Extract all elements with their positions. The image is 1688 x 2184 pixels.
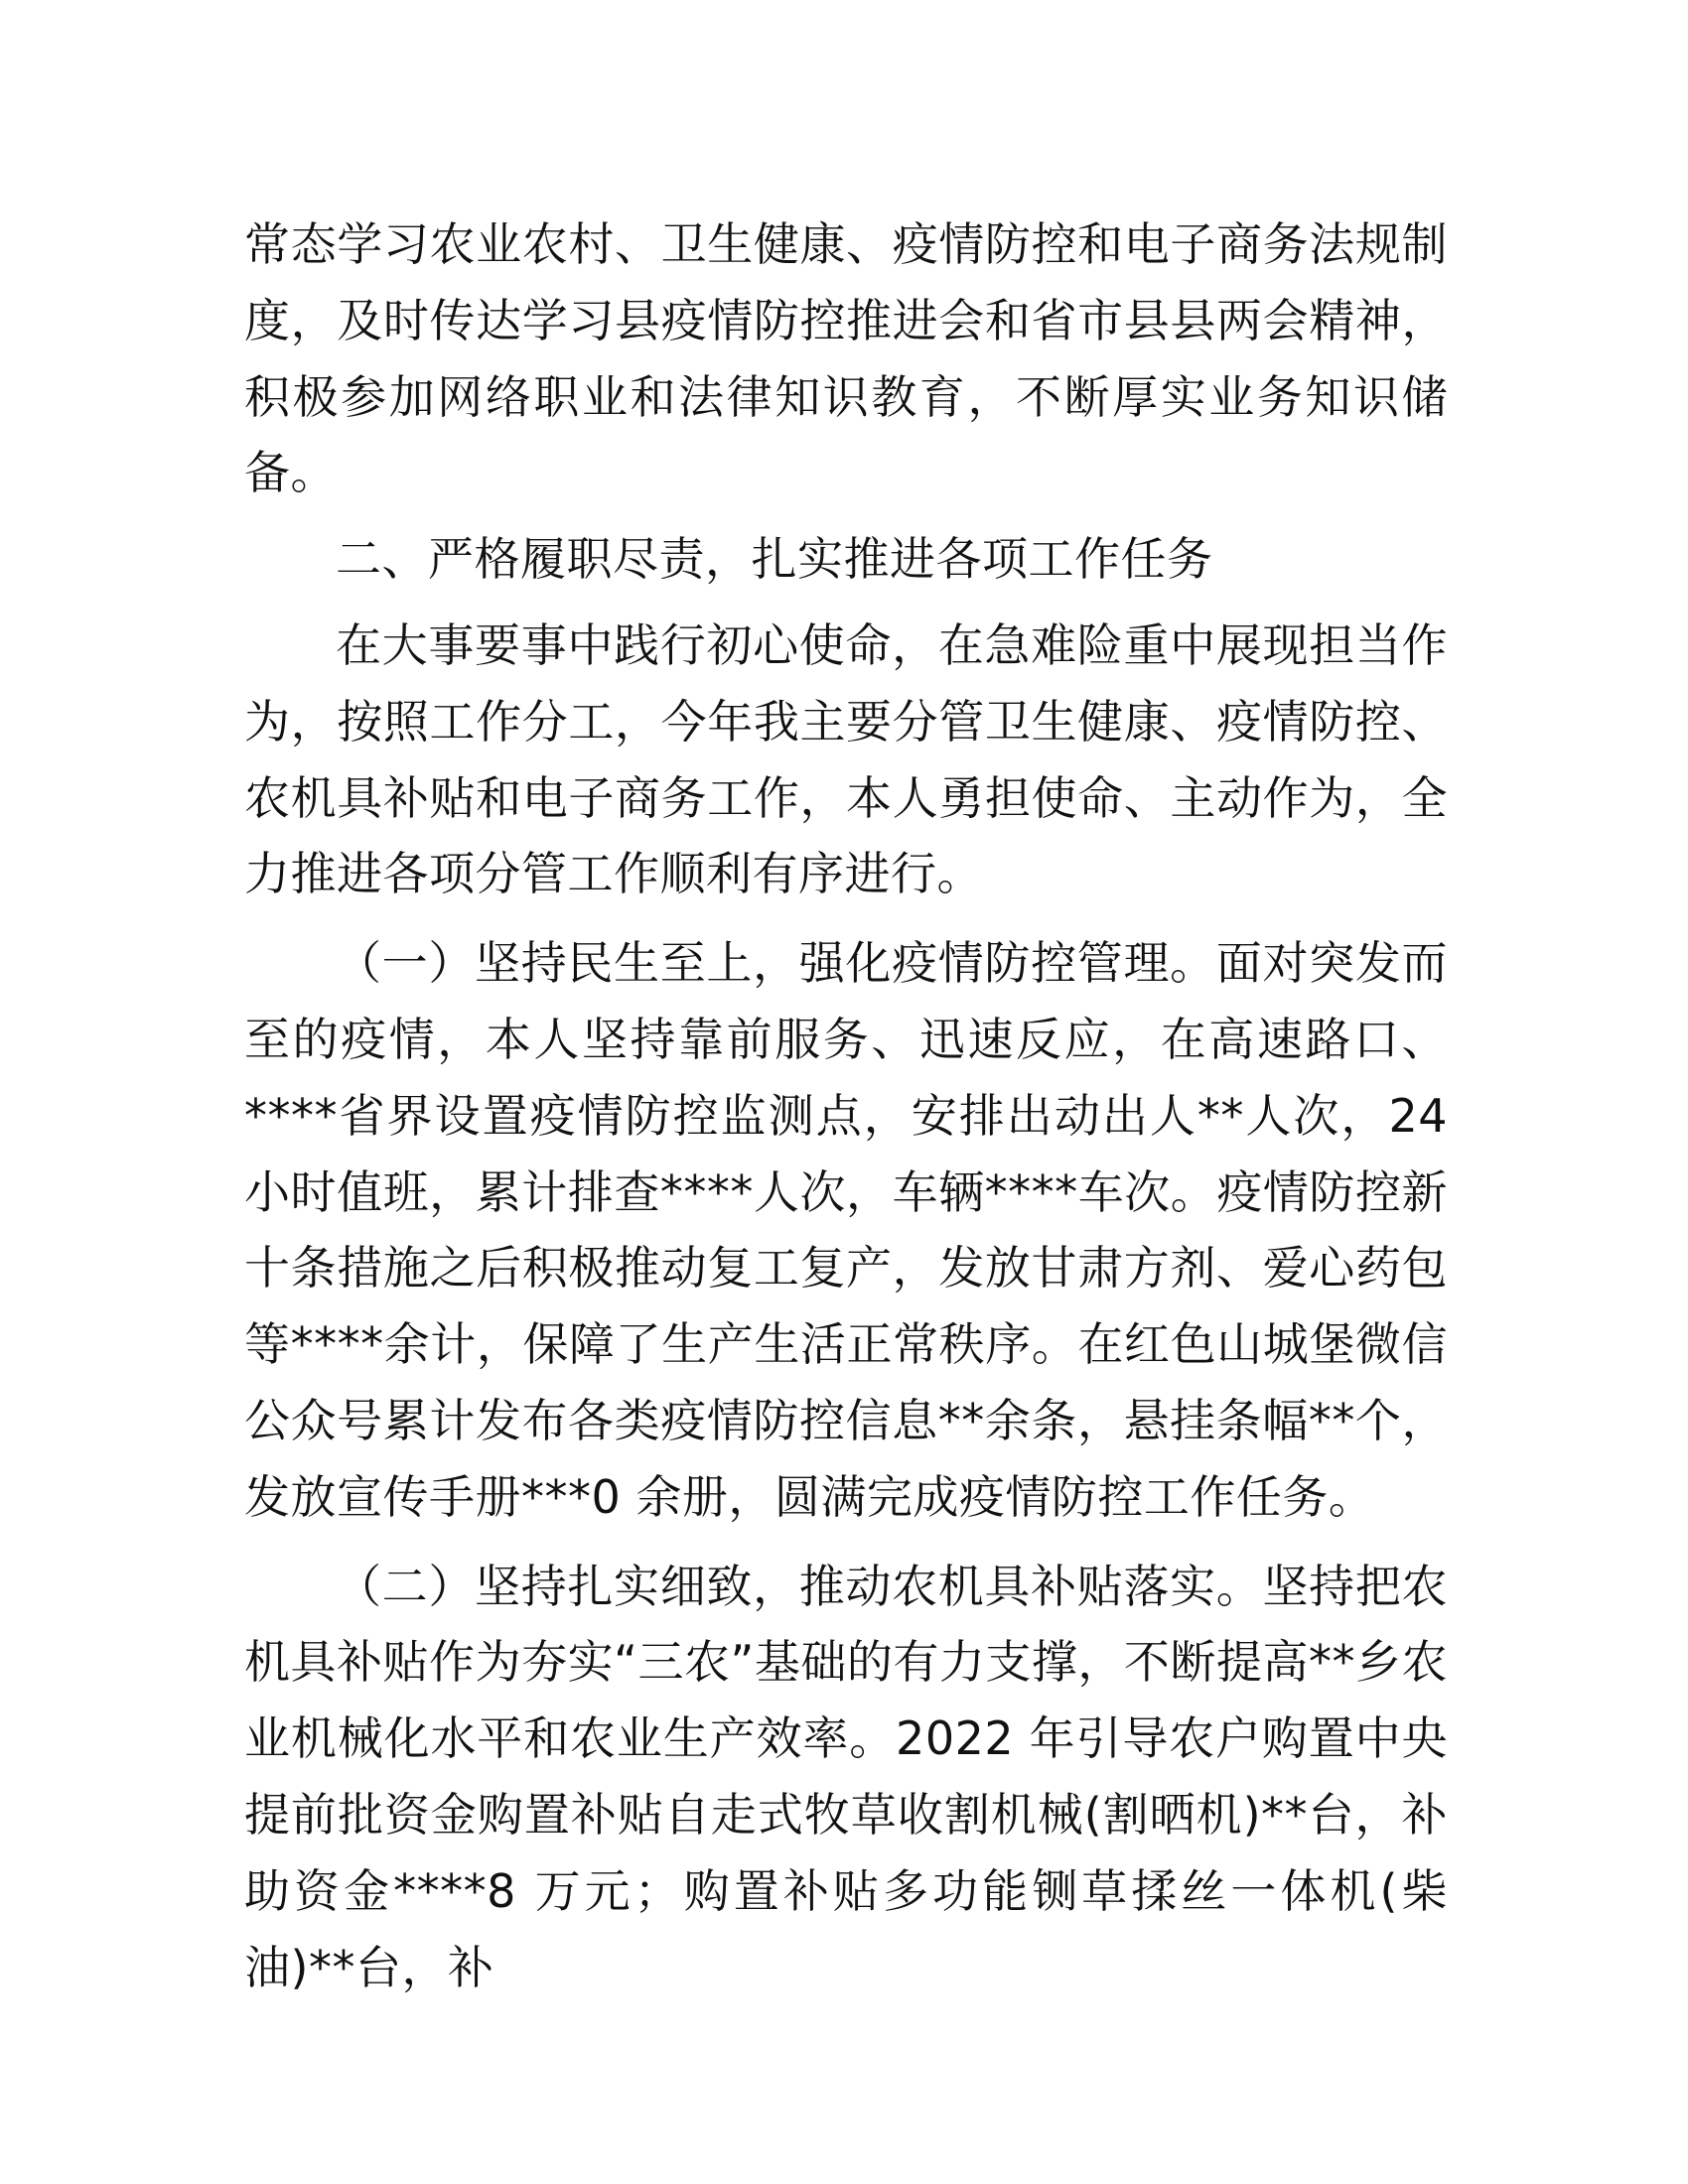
paragraph-epidemic-control: （一）坚持民生至上，强化疫情防控管理。面对突发而至的疫情，本人坚持靠前服务、迅速反应，在高速路口、****省界设置疫情防控监测点，安排出动出人**人次，24 小时值班，累计排查****人次，车辆****车次。疫情防控新十条措施之后积极推动复工复产，发放甘肃方剂、爱心药包等****余计，保障了生产生活正常秩序。在红色山城堡微信公众号累计发布各类疫情防控信息**余条，悬挂条幅**个，发放宣传手册***0 余册，圆满完成疫情防控工作任务。 <box>244 936 1448 1524</box>
paragraph-continuation: 常态学习农业农村、卫生健康、疫情防控和电子商务法规制度，及时传达学习县疫情防控推进会和省市县县两会精神，积极参加网络职业和法律知识教育，不断厚实业务知识储备。 <box>244 217 1448 500</box>
paragraph-machinery-subsidy: （二）坚持扎实细致，推动农机具补贴落实。坚持把农机具补贴作为夯实“三农”基础的有力支撑，不断提高**乡农业机械化水平和农业生产效率。2022 年引导农户购置中央提前批资金购置补贴自走式牧草收割机械(割晒机)**台，补助资金****8 万元；购置补贴多功能铡草揉丝一体机(柴油)**台，补 <box>244 1559 1448 1994</box>
section-heading: 二、严格履职尽责，扎实推进各项工作任务 <box>336 532 1213 587</box>
paragraph-intro: 在大事要事中践行初心使命，在急难险重中展现担当作为，按照工作分工，今年我主要分管卫生健康、疫情防控、农机具补贴和电子商务工作，本人勇担使命、主动作为，全力推进各项分管工作顺利有序进行。 <box>244 617 1448 901</box>
document-body <box>244 206 1448 2005</box>
